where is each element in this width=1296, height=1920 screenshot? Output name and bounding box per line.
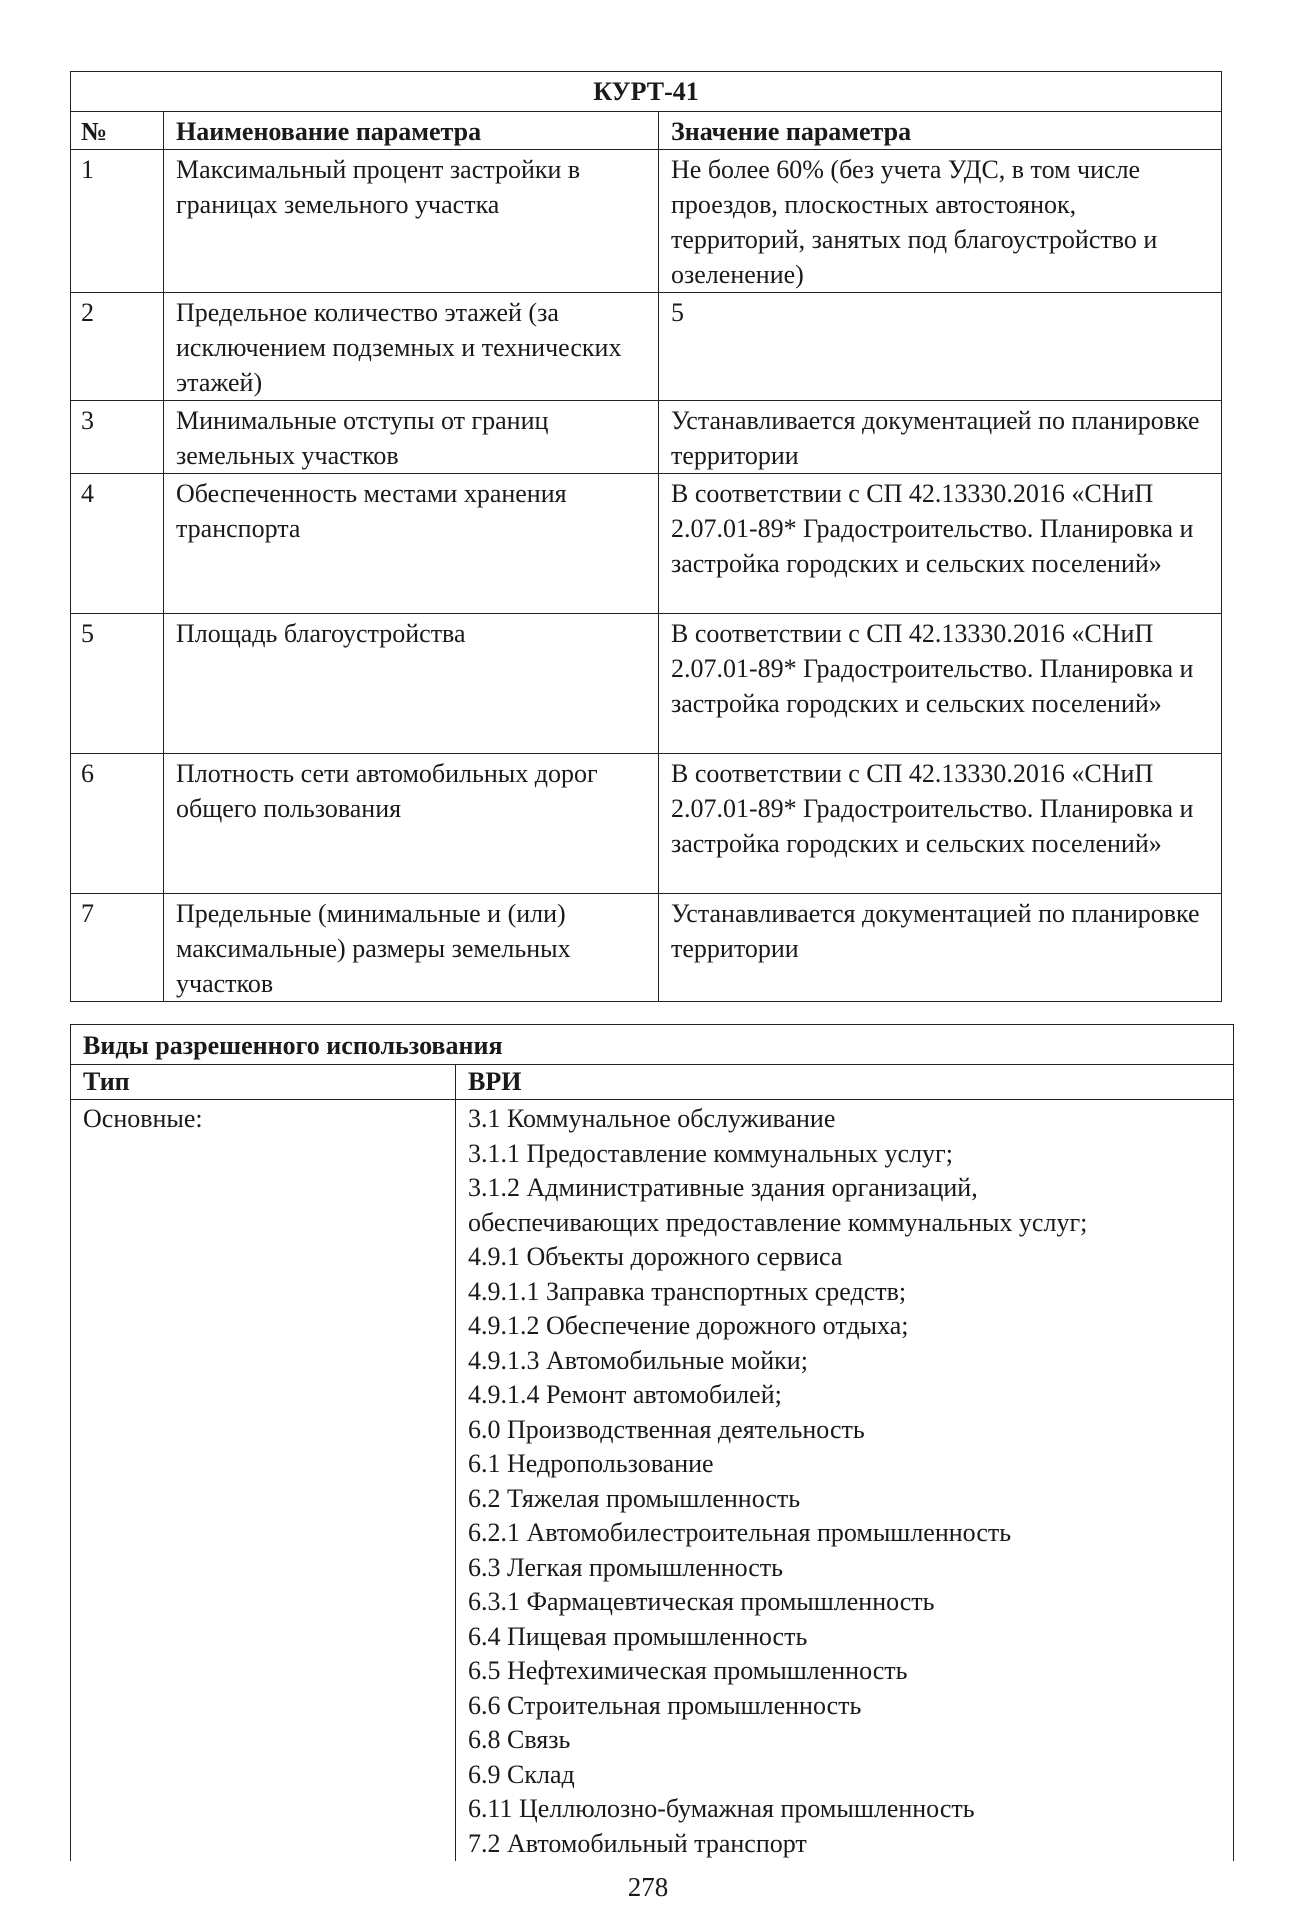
vri-item: 4.9.1.2 Обеспечение дорожного отдыха; xyxy=(468,1311,909,1340)
table-header-row xyxy=(71,1064,1234,1100)
vri-list xyxy=(456,1100,1234,1862)
table-row xyxy=(71,474,1222,614)
header-number: № xyxy=(71,112,164,150)
row-number: 7 xyxy=(71,894,164,1002)
vri-item: 6.4 Пищевая промышленность xyxy=(468,1621,808,1651)
header-parameter-name: Наименование параметра xyxy=(164,112,659,150)
page-number: 278 xyxy=(627,1872,669,1902)
vri-item: 6.11 Целлюлозно-бумажная промышленность xyxy=(468,1794,975,1823)
parameter-name: Предельные (минимальные и (или) максимальные) размеры земельных участков xyxy=(164,894,659,1002)
table-title-row xyxy=(71,1025,1234,1065)
vri-item: 4.9.1.3 Автомобильные мойки; xyxy=(468,1345,808,1375)
parameter-name: Плотность сети автомобильных дорог общего пользования xyxy=(164,754,659,894)
vri-item: 4.9.1.1 Заправка транспортных средств; xyxy=(468,1276,907,1306)
vri-item: 4.9.1.4 Ремонт автомобилей; xyxy=(468,1380,782,1409)
vri-item: 6.8 Связь xyxy=(468,1725,571,1754)
parameter-value: В соответствии с СП 42.13330.2016 «СНиП 2.07.01-89* Градостроительство. Планировка и застройка городских и сельских поселений» xyxy=(659,754,1222,894)
parameter-name: Обеспеченность местами хранения транспорта xyxy=(164,474,659,614)
parameter-value: 5 xyxy=(659,293,1222,401)
parameter-value: В соответствии с СП 42.13330.2016 «СНиП 2.07.01-89* Градостроительство. Планировка и застройка городских и сельских поселений» xyxy=(659,614,1222,754)
vri-item: 6.5 Нефтехимическая промышленность xyxy=(468,1656,908,1685)
row-number: 3 xyxy=(71,401,164,474)
vri-item: 6.6 Строительная промышленность xyxy=(468,1690,862,1720)
vri-item: 7.2 Автомобильный транспорт xyxy=(468,1828,807,1858)
header-vri: ВРИ xyxy=(456,1064,1234,1100)
parameters-table xyxy=(70,71,1222,1002)
table-header-row xyxy=(71,112,1222,150)
parameter-value: В соответствии с СП 42.13330.2016 «СНиП 2.07.01-89* Градостроительство. Планировка и застройка городских и сельских поселений» xyxy=(659,474,1222,614)
vri-item: 3.1.1 Предоставление коммунальных услуг; xyxy=(468,1138,953,1168)
vri-item: 6.3.1 Фармацевтическая промышленность xyxy=(468,1587,935,1616)
row-number: 2 xyxy=(71,293,164,401)
vri-item: 3.1.2 Административные здания организаций, xyxy=(468,1173,978,1202)
parameter-value: Устанавливается документацией по планировке территории xyxy=(659,401,1222,474)
parameter-name: Предельное количество этажей (за исключением подземных и технических этажей) xyxy=(164,293,659,401)
table-row xyxy=(71,150,1222,293)
vri-item: 4.9.1 Объекты дорожного сервиса xyxy=(468,1242,843,1271)
vri-item: 6.2 Тяжелая промышленность xyxy=(468,1483,801,1513)
parameter-value: Устанавливается документацией по планировке территории xyxy=(659,894,1222,1002)
row-number: 1 xyxy=(71,150,164,293)
header-parameter-value: Значение параметра xyxy=(659,112,1222,150)
table-row xyxy=(71,894,1222,1002)
parameter-name: Максимальный процент застройки в границах земельного участка xyxy=(164,150,659,293)
parameter-name: Площадь благоустройства xyxy=(164,614,659,754)
vri-item: 6.9 Склад xyxy=(468,1759,575,1789)
vri-item: 6.0 Производственная деятельность xyxy=(468,1414,865,1444)
table-row xyxy=(71,401,1222,474)
row-number: 6 xyxy=(71,754,164,894)
vri-item: 6.2.1 Автомобилестроительная промышленность xyxy=(468,1518,1012,1547)
vri-item: 6.1 Недропользование xyxy=(468,1449,714,1478)
table-row xyxy=(71,614,1222,754)
permitted-use-table xyxy=(70,1024,1234,1861)
vri-item: 3.1 Коммунальное обслуживание xyxy=(468,1104,836,1133)
header-type: Тип xyxy=(71,1064,456,1100)
vri-item: обеспечивающих предоставление коммунальных услуг; xyxy=(468,1207,1088,1237)
parameter-name: Минимальные отступы от границ земельных участков xyxy=(164,401,659,474)
table-row xyxy=(71,754,1222,894)
table-title: КУРТ-41 xyxy=(71,72,1222,112)
row-number: 4 xyxy=(71,474,164,614)
parameter-value: Не более 60% (без учета УДС, в том числе проездов, плоскостных автостоянок, территорий, занятых под благоустройство и озеленение) xyxy=(659,150,1222,293)
table-row xyxy=(71,1100,1234,1862)
row-number: 5 xyxy=(71,614,164,754)
table-row xyxy=(71,293,1222,401)
vri-item: 6.3 Легкая промышленность xyxy=(468,1552,784,1582)
use-type: Основные: xyxy=(71,1100,456,1862)
table-title: Виды разрешенного использования xyxy=(71,1025,1234,1065)
